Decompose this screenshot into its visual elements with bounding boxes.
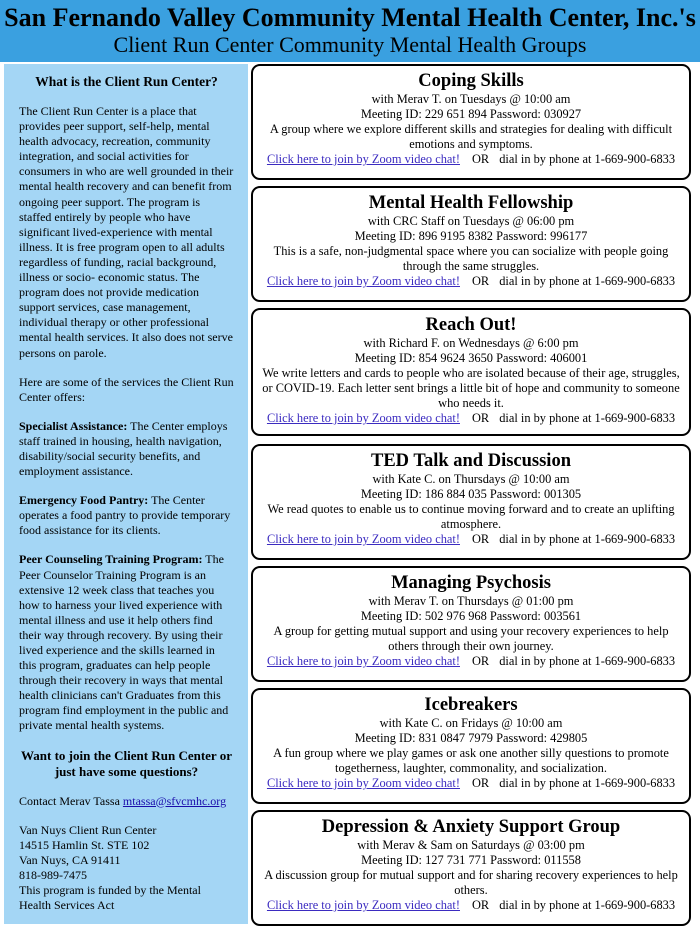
or-separator: OR — [471, 776, 490, 790]
join-heading: Want to join the Client Run Center or just have some questions? — [20, 747, 232, 779]
group-card-icebreakers — [251, 688, 691, 804]
group-host: with Richard F. on Wednesdays @ 6:00 pm — [363, 336, 579, 350]
group-title: Depression & Anxiety Support Group — [321, 817, 621, 837]
page-header — [0, 0, 700, 62]
or-separator: OR — [471, 152, 490, 166]
contact-line — [19, 794, 234, 809]
contact-label: Contact Merav Tassa — [19, 793, 123, 808]
join-row — [259, 532, 683, 547]
or-separator: OR — [471, 411, 490, 425]
group-card-coping-skills — [251, 64, 691, 180]
service-text: The Center employs staff trained in housing, health navigation, disability/social security benefits, and employment assistance. — [19, 418, 228, 479]
join-row — [259, 152, 683, 167]
service-name: Specialist Assistance: — [19, 418, 128, 433]
group-host: with Merav T. on Tuesdays @ 10:00 am — [371, 92, 571, 106]
group-description: A discussion group for mutual support and for sharing recovery experiences to help others. — [264, 868, 678, 897]
service-text: The Peer Counselor Training Program is an extensive 12 week class that teaches you how to harness your lived experience with mental illness and use it help others find their way through recovery. By using their lived experience and the skills learned in this program, graduates can help people through their recovery in ways that mental health clinicians can't Graduates from this program find employment in the public and private mental health systems. — [19, 552, 229, 733]
zoom-join-link[interactable]: Click here to join by Zoom video chat! — [266, 776, 460, 790]
group-description: A group for getting mutual support and using your recovery experiences to help others through their own journey. — [273, 624, 669, 653]
org-title: San Fernando Valley Community Mental Health Center, Inc.'s — [4, 3, 696, 32]
zoom-join-link[interactable]: Click here to join by Zoom video chat! — [266, 898, 460, 912]
service-item — [19, 493, 234, 538]
group-meeting-info: Meeting ID: 502 976 968 Password: 003561 — [360, 609, 582, 623]
dial-in-text: dial in by phone at 1-669-900-6833 — [499, 274, 676, 288]
join-row — [259, 654, 683, 669]
group-description: This is a safe, non-judgmental space where you can socialize with people going through the same struggles. — [273, 244, 669, 273]
group-description: We read quotes to enable us to continue moving forward and to create an uplifting atmosphere. — [267, 502, 675, 531]
group-meeting-info: Meeting ID: 127 731 771 Password: 011558 — [361, 853, 581, 867]
group-title: Coping Skills — [418, 71, 524, 91]
group-title: Mental Health Fellowship — [368, 193, 574, 213]
join-row — [259, 776, 683, 791]
group-host: with CRC Staff on Tuesdays @ 06:00 pm — [367, 214, 575, 228]
group-description: We write letters and cards to people who are isolated because of their age, struggles, or COVID-19. Each letter sent brings a little bit of hope and community to someone who needs it. — [262, 366, 680, 410]
group-card-mental-health-fellowship — [251, 186, 691, 302]
dial-in-text: dial in by phone at 1-669-900-6833 — [499, 411, 676, 425]
services-intro: Here are some of the services the Client Run Center offers: — [19, 374, 234, 404]
dial-in-text: dial in by phone at 1-669-900-6833 — [499, 152, 676, 166]
sidebar-heading: What is the Client Run Center? — [35, 74, 218, 89]
group-card-managing-psychosis — [251, 566, 691, 682]
group-host: with Kate C. on Fridays @ 10:00 am — [379, 716, 563, 730]
group-meeting-info: Meeting ID: 831 0847 7979 Password: 429805 — [354, 731, 588, 745]
address-line: Van Nuys Client Run Center — [19, 822, 157, 837]
address-line: 14515 Hamlin St. STE 102 — [19, 837, 150, 852]
group-title: Reach Out! — [425, 315, 517, 335]
dial-in-text: dial in by phone at 1-669-900-6833 — [499, 898, 676, 912]
sidebar — [4, 64, 248, 924]
dial-in-text: dial in by phone at 1-669-900-6833 — [499, 654, 676, 668]
phone-number: 818-989-7475 — [19, 867, 87, 882]
group-host: with Kate C. on Thursdays @ 10:00 am — [372, 472, 570, 486]
group-card-ted-talk — [251, 444, 691, 560]
page-subtitle: Client Run Center Community Mental Health Groups — [113, 32, 587, 57]
group-description: A group where we explore different skills and strategies for dealing with difficult emotions and symptoms. — [269, 122, 673, 151]
group-meeting-info: Meeting ID: 854 9624 3650 Password: 406001 — [354, 351, 588, 365]
group-card-depression-anxiety — [251, 810, 691, 926]
or-separator: OR — [471, 532, 490, 546]
service-name: Emergency Food Pantry: — [19, 493, 149, 508]
or-separator: OR — [471, 654, 490, 668]
service-item — [19, 419, 234, 479]
address-line: Van Nuys, CA 91411 — [19, 852, 121, 867]
zoom-join-link[interactable]: Click here to join by Zoom video chat! — [266, 411, 460, 425]
zoom-join-link[interactable]: Click here to join by Zoom video chat! — [266, 654, 460, 668]
or-separator: OR — [471, 274, 490, 288]
join-row — [259, 898, 683, 913]
group-host: with Merav & Sam on Saturdays @ 03:00 pm — [357, 838, 585, 852]
service-text: The Center operates a food pantry to provide temporary food assistance for its clients. — [19, 493, 231, 538]
dial-in-text: dial in by phone at 1-669-900-6833 — [499, 532, 676, 546]
group-meeting-info: Meeting ID: 896 9195 8382 Password: 996177 — [354, 229, 588, 243]
zoom-join-link[interactable]: Click here to join by Zoom video chat! — [266, 152, 460, 166]
funding-note: This program is funded by the Mental Health Services Act — [19, 883, 201, 913]
zoom-join-link[interactable]: Click here to join by Zoom video chat! — [266, 274, 460, 288]
group-card-reach-out — [251, 308, 691, 436]
group-meeting-info: Meeting ID: 186 884 035 Password: 001305 — [360, 487, 582, 501]
or-separator: OR — [471, 898, 490, 912]
group-description: A fun group where we play games or ask one another silly questions to promote togetherness, laughter, commonality, and socialization. — [273, 746, 669, 775]
group-title: Managing Psychosis — [391, 573, 551, 593]
join-row — [259, 411, 683, 426]
contact-email-link[interactable]: mtassa@sfvcmhc.org — [122, 793, 227, 808]
group-meeting-info: Meeting ID: 229 651 894 Password: 030927 — [360, 107, 582, 121]
group-title: Icebreakers — [424, 695, 518, 715]
group-host: with Merav T. on Thursdays @ 01:00 pm — [368, 594, 574, 608]
join-row — [259, 274, 683, 289]
service-item — [19, 552, 234, 733]
zoom-join-link[interactable]: Click here to join by Zoom video chat! — [266, 532, 460, 546]
service-name: Peer Counseling Training Program: — [19, 552, 203, 567]
group-title: TED Talk and Discussion — [370, 451, 571, 471]
sidebar-intro: The Client Run Center is a place that provides peer support, self-help, mental health advocacy, recreation, community integration, and social activities for consumers in who are well grounded in their mental health recovery and can benefit from ongoing peer support. The program is staffed entirely by people who have significant lived-experience with mental illness. It is free program open to all adults regardless of funding, racial background, illness or socio- economic status. The program does not provide medication support services, case management, individual therapy or other professional mental health services. It also does not serve persons on parole. — [19, 104, 234, 360]
dial-in-text: dial in by phone at 1-669-900-6833 — [499, 776, 676, 790]
